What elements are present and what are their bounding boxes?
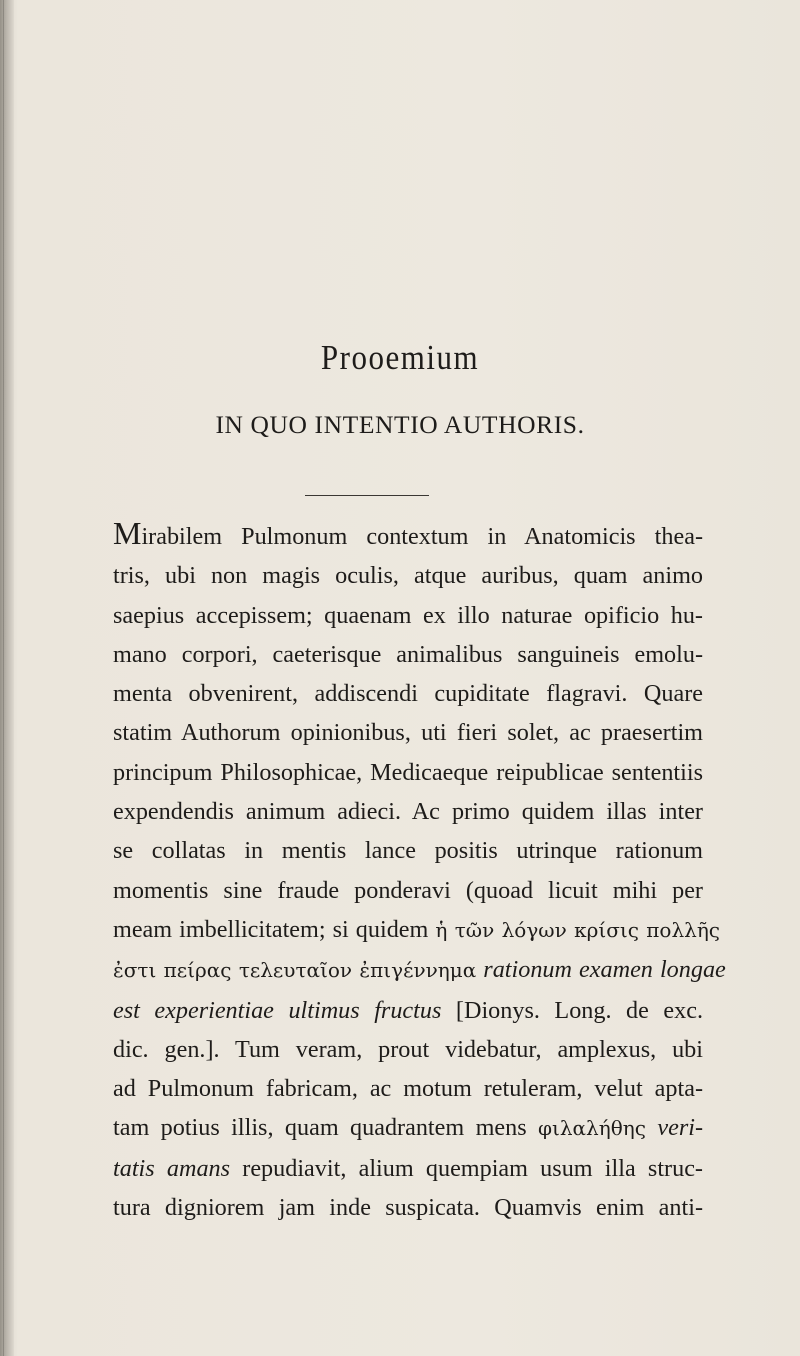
greek-quote: ἡ τῶν λόγων κρίσις πολλῆς [435, 917, 721, 942]
drop-cap: M [113, 515, 142, 551]
line-text: meam imbellicitatem; si quidem [113, 915, 429, 943]
page-subtitle: IN QUO INTENTIO AUTHORIS. [215, 410, 585, 439]
greek-quote: ἐστι πείρας τελευταῖον ἐπιγέννημα [113, 958, 477, 983]
italic-word: veri- [657, 1114, 704, 1142]
text-line: statim Authorum opinionibus, uti fieri solet, ac praesertim [113, 719, 703, 747]
text-line [113, 517, 703, 556]
text-line [113, 1149, 703, 1188]
text-line [113, 950, 726, 990]
greek-word: φιλαλήθης [538, 1116, 646, 1141]
text-line: menta obvenirent, addiscendi cupiditate flagravi. Quare [113, 680, 703, 708]
text-line [113, 991, 703, 1030]
italic-translation: rationum examen longae [483, 956, 726, 984]
italic-translation: est experientiae ultimus fructus [113, 996, 442, 1024]
divider-rule [305, 495, 429, 496]
binding-edge [3, 0, 4, 1356]
text-line: tura digniorem jam inde suspicata. Quamvis enim anti- [113, 1194, 703, 1222]
text-line: principum Philosophicae, Medicaeque reipublicae sententiis [113, 758, 703, 786]
page-title: Prooemium [320, 337, 480, 378]
line-text: irabilem Pulmonum contextum in Anatomicis thea- [141, 523, 703, 550]
text-line: expendendis animum adieci. Ac primo quidem illas inter [113, 798, 703, 826]
text-line: momentis sine fraude ponderavi (quoad licuit mihi per [113, 876, 703, 904]
citation: [Dionys. Long. de exc. [455, 996, 704, 1024]
body-paragraph [113, 515, 726, 1227]
line-text: tam potius illis, quam quadrantem mens [113, 1114, 527, 1142]
text-line: tris, ubi non magis oculis, atque auribus, quam animo [113, 562, 703, 590]
line-text: repudiavit, alium quempiam usum illa struc- [242, 1154, 703, 1182]
text-line: se collatas in mentis lance positis utrinque rationum [113, 837, 703, 865]
text-line: saepius accepissem; quaenam ex illo naturae opificio hu- [113, 601, 703, 629]
text-line: dic. gen.]. Tum veram, prout videbatur, amplexus, ubi [113, 1035, 703, 1063]
italic-word: tatis amans [113, 1154, 231, 1182]
text-line [113, 1108, 703, 1148]
text-line: mano corpori, caeterisque animalibus sanguineis emolu- [113, 640, 703, 668]
text-line: ad Pulmonum fabricam, ac motum retuleram, velut apta- [113, 1075, 703, 1103]
text-line [113, 910, 721, 950]
